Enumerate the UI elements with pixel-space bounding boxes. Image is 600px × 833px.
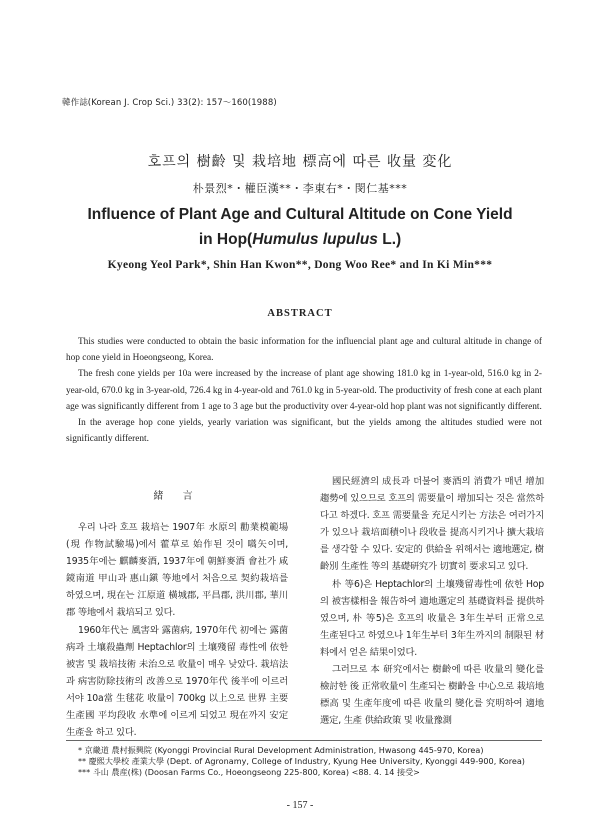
english-title-line1: Influence of Plant Age and Cultural Altitude on Cone Yield	[87, 206, 513, 223]
korean-authors: 朴景烈*・權臣漢**・李東右*・閔仁基***	[192, 182, 408, 195]
korean-title: 호프의 樹齡 및 栽培地 標高에 따른 收量 変化	[147, 154, 453, 170]
abstract-body	[66, 334, 542, 447]
english-title-line2	[0, 227, 600, 252]
introduction-heading: 緒 言	[153, 491, 201, 502]
abstract-paragraph: This studies were conducted to obtain the basic information for the influencial plant age and cultural altitude in change of hop cone yield in Hoeongseong, Korea.	[66, 337, 542, 364]
body-paragraph: 朴 等6)은 Heptachlor의 土壤殘留毒性에 依한 Hop의 被害樣相을 報告하여 適地選定의 基礎資料를 提供하였으며, 朴 等5)은 호프의 收量은 3年生부터 正常으로 生產된다고 하였으나 1年生부터 3年生까지의 制限된 材料에서 얻은 結果이었다.	[320, 578, 544, 658]
english-authors: Kyeong Yeol Park*, Shin Han Kwon**, Dong Woo Ree* and In Ki Min***	[107, 259, 493, 271]
abstract-paragraph: In the average hop cone yields, yearly variation was significant, but the yields among the altitudes studied were not significantly different.	[66, 418, 542, 445]
footnote: * 京畿道 農村振興院 (Kyonggi Provincial Rural Development Administration, Hwasong 445-970, Korea)	[78, 745, 484, 755]
abstract-paragraph: The fresh cone yields per 10a were increased by the increase of plant age showing 181.0 kg in 1-year-old, 516.0 kg in 2-year-old, 670.0 kg in 3-year-old, 726.4 kg in 4-year-old and 761.0 kg in 5-year-old. The productivity of fresh cone at each plant age was significantly different from 1 age to 3 age but the productivity over 4-year-old hop plant was not significantly different.	[66, 369, 542, 412]
right-column	[320, 473, 544, 729]
species-name: Humulus lupulus	[252, 231, 378, 248]
footnotes	[66, 745, 546, 778]
footnote: *** 斗山 農産(株) (Doosan Farms Co., Hoeongseong 225-800, Korea) <88. 4. 14 接受>	[78, 767, 420, 777]
body-paragraph: 우리 나라 호프 栽培는 1907年 水原의 勸業模範場(現 作物試驗場)에서 藿草로 始作된 것이 嚆矢이며, 1935年에는 麒麟麥酒, 1937年에 朝鮮麥酒 會社가 咸鏡南道 甲山과 惠山鎭 等地에서 처음으로 契約栽培를 하였으며, 現在는 江原道 橫城郡, 平昌郡, 洪川郡, 華川郡 等地에서 栽培되고 있다.	[66, 522, 288, 619]
footnote-divider	[66, 740, 542, 741]
body-paragraph: 1960年代는 風害와 露菌病, 1970年代 初에는 露菌病과 土壤殺蟲劑 Heptachlor의 土壤殘留 毒性에 依한 被害 및 栽培技術 未治으로 收量이 매우 낮았다. 栽培法과 病害防除技術의 改善으로 1970年代 後半에 이르러서야 10a當 生毬花 收量이 700kg 以上으로 世界 主要 生產國 平均段收 水準에 이르게 되었고 現在까지 安定生產을 하고 있다.	[66, 624, 288, 739]
page-number: - 157 -	[286, 800, 314, 811]
title-line2-prefix: in Hop(	[198, 231, 253, 248]
footnote: ** 慶熙大學校 產業大學 (Dept. of Agronamy, College of Industry, Kyung Hee University, Kyonggi 449-900, Korea)	[78, 756, 525, 766]
english-title	[0, 202, 600, 252]
abstract-heading: ABSTRACT	[267, 308, 333, 319]
body-paragraph: 그러므로 本 研究에서는 樹齡에 따른 收量의 變化를 檢討한 後 正常收量이 生產되는 樹齡을 中心으로 栽培地 標高 및 生產年度에 따른 收量의 變化를 究明하여 適地選定, 生產 供給政策 및 收量豫測	[320, 664, 544, 727]
journal-citation: 韓作誌(Korean J. Crop Sci.) 33(2): 157〜160(1988)	[62, 98, 277, 108]
title-line2-suffix: L.)	[377, 231, 402, 248]
left-column	[66, 519, 288, 741]
body-paragraph: 國民經濟의 成長과 더불어 麥酒의 消費가 매년 增加趨勢에 있으므로 호프의 需要量이 增加되는 것은 當然하다고 하겠다. 호프 需要量을 充足시키는 方法은 여러가지가 있으나 栽培面積이나 段收를 提高시키거나 擴大栽培를 생각할 수 있다. 安定的 供給을 위해서는 適地選定, 樹齡別 生產性 等의 基礎研究가 切實히 要求되고 있다.	[320, 476, 544, 573]
